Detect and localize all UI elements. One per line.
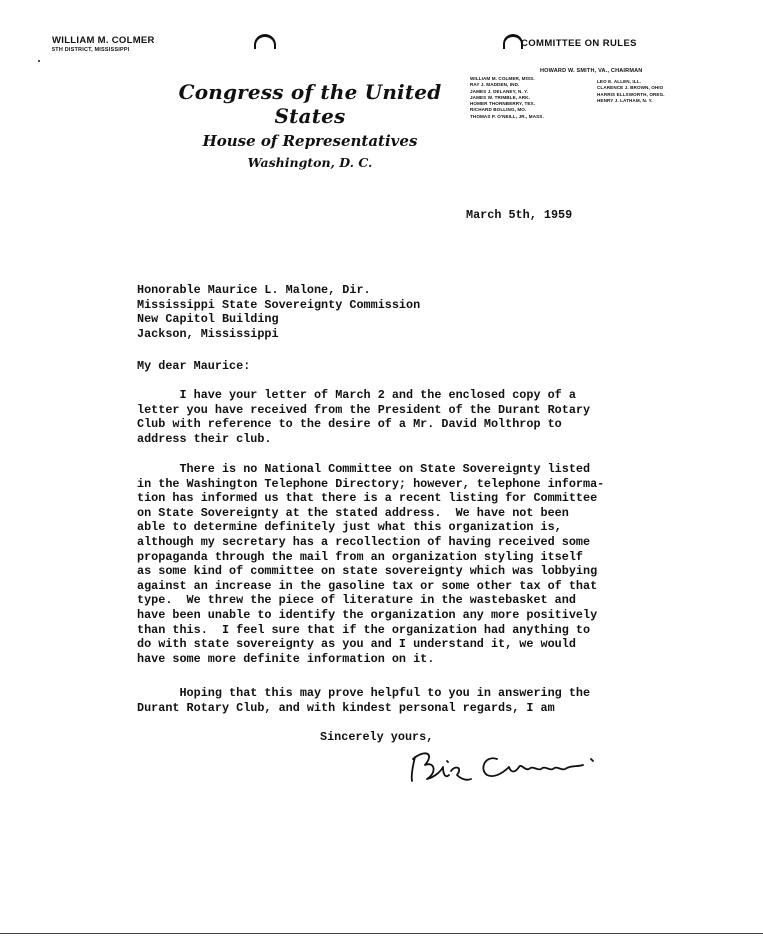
address-line: Honorable Maurice L. Malone, Dir. (137, 283, 371, 297)
address-line: Mississippi State Sovereignty Commission (137, 297, 421, 312)
letterhead-city: Washington, D. C. (247, 155, 373, 170)
committee-title: COMMITTEE ON RULES (521, 38, 637, 49)
letterhead-congress: Congress of the United States (178, 80, 442, 128)
committee-member: WILLIAM M. COLMER, MISS. (470, 76, 535, 81)
letterhead (160, 80, 460, 170)
punch-hole-mark-right (503, 34, 523, 49)
handwritten-signature (405, 745, 605, 785)
committee-member: HARRIS ELLSWORTH, OREG. (597, 91, 665, 97)
committee-member: JAMES W. TRIMBLE, ARK. (470, 94, 530, 100)
committee-members-left (470, 76, 544, 120)
page-bottom-edge (0, 933, 763, 934)
committee-member: HENRY J. LATHAM, N. Y. (597, 97, 653, 103)
committee-member: JAMES J. DELANEY, N. Y. (470, 88, 529, 94)
committee-member: CLARENCE J. BROWN, OHIO (597, 85, 664, 91)
body-paragraph-2: There is no National Committee on State Sovereignty listed in the Washington Telephone Directory; however, telephone informa- tion has informed us that there is a recent listing for Committee on State Sovereignty at the stated address. We have not been able to determine definitely just what this organization is, although my secretary has a recollection of having received some propaganda through the mail from an organization styling itself as some kind of committee on state sovereignty which was lobbying against an increase in the gasoline tax or some other tax of that type. We threw the piece of literature in the wastebasket and have been unable to identify the organization any more positively than this. I feel sure that if the organization had anything to do with state sovereignty as you and I understand it, we would have some more definite information on it. (137, 462, 605, 666)
body-paragraph-1: I have your letter of March 2 and the enclosed copy of a letter you have received from the President of the Durant Rotary Club with reference to the desire of a Mr. David Molthrop to address their club. (137, 388, 591, 446)
committee-member: THOMAS P. O'NEILL, JR., MASS. (470, 113, 544, 119)
letter-date: March 5th, 1959 (466, 208, 573, 222)
complimentary-closing: Sincerely yours, (320, 730, 434, 744)
committee-member: HOMER THORNBERRY, TEX. (470, 101, 536, 107)
address-line: Jackson, Mississippi (137, 326, 279, 341)
stray-mark (38, 60, 40, 62)
body-paragraph-3: Hoping that this may prove helpful to you in answering the Durant Rotary Club, and with kindest personal regards, I am (137, 686, 591, 715)
punch-hole-mark-left (254, 34, 276, 49)
sender-district: 5TH DISTRICT, MISSISSIPPI (52, 47, 130, 53)
sender-block (52, 35, 155, 53)
committee-members-right (597, 79, 665, 104)
committee-chairman: HOWARD W. SMITH, VA., CHAIRMAN (540, 68, 643, 74)
letterhead-house: House of Representatives (202, 132, 418, 150)
address-line: New Capitol Building (137, 312, 279, 327)
salutation: My dear Maurice: (137, 359, 251, 373)
committee-member: RAY J. MADDEN, IND. (470, 82, 520, 88)
committee-member: RICHARD BOLLING, MO. (470, 107, 527, 113)
committee-member: LEO E. ALLEN, ILL. (597, 79, 641, 84)
recipient-address (137, 283, 420, 341)
sender-name: WILLIAM M. COLMER (52, 35, 155, 46)
